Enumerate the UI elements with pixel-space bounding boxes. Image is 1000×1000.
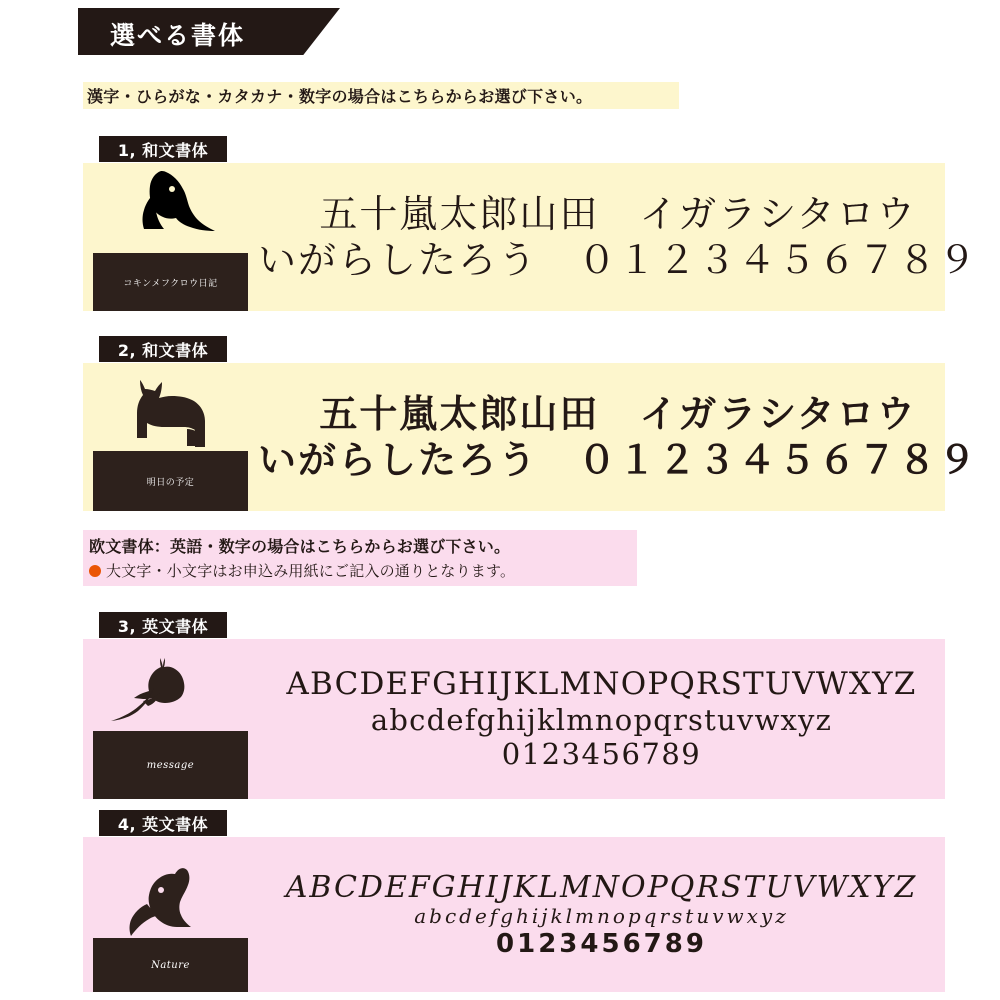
sample-2-plate-block — [93, 451, 248, 511]
sample-4-plate-block — [93, 938, 248, 992]
sample-4-plate — [83, 837, 258, 992]
tab-sample-2-label: 2, 和文書体 — [117, 340, 209, 360]
sample-4-line-2: abcdefghijklmnopqrstuvwxyz — [414, 904, 789, 929]
sample-2-specimen — [258, 363, 978, 511]
sample-4-plate-text: Nature — [151, 959, 190, 971]
english-note-line-2: 大文字・小文字はお申込み用紙にご記入の通りとなります。 — [106, 562, 516, 580]
tab-sample-3 — [97, 610, 229, 640]
japanese-note-text: 漢字・ひらがな・カタカナ・数字の場合はこちらからお選び下さい。 — [87, 87, 593, 106]
sample-1-line-1: 五十嵐太郎山田 イガラシタロウ — [319, 191, 917, 236]
tab-sample-1-label: 1, 和文書体 — [117, 140, 209, 160]
sample-4-line-3: 0123456789 — [496, 928, 707, 959]
tab-sample-1 — [97, 134, 229, 164]
sample-1-specimen — [258, 163, 978, 311]
sample-row-4 — [83, 837, 945, 992]
english-note-line-1: 欧文書体：英語・数字の場合はこちらからお選び下さい。 — [89, 537, 511, 556]
japanese-note-bar — [83, 82, 679, 109]
sample-2-plate — [83, 363, 258, 511]
page-title: 選べる書体 — [110, 21, 246, 50]
cat-on-branch-icon — [77, 657, 258, 729]
english-note-bar — [83, 530, 637, 586]
sample-2-plate-text: 明日の予定 — [146, 477, 195, 488]
sample-row-1 — [83, 163, 979, 311]
sample-3-line-1: ABCDEFGHIJKLMNOPQRSTUVWXYZ — [286, 666, 917, 703]
sample-3-line-2: abcdefghijklmnopqrstuvwxyz — [370, 703, 833, 738]
sample-row-2 — [83, 363, 979, 511]
sample-3-specimen — [258, 639, 945, 799]
english-note-line-2-row — [89, 560, 631, 581]
tab-sample-4-label: 4, 英文書体 — [117, 814, 209, 834]
sample-4-line-1: ABCDEFGHIJKLMNOPQRSTUVWXYZ — [285, 869, 918, 905]
sample-1-plate-text: コキンメフクロウ日記 — [123, 278, 218, 289]
sample-2-line-2: いがらしたろう ０１２３４５６７８９ — [258, 438, 979, 482]
sample-3-line-3: 0123456789 — [501, 737, 702, 772]
page-title-banner — [78, 8, 340, 55]
bullet-dot-icon — [89, 565, 101, 577]
sample-row-3 — [83, 639, 945, 799]
sample-1-plate-block — [93, 253, 248, 311]
sample-3-plate — [83, 639, 258, 799]
owl-icon — [83, 167, 258, 239]
sample-1-plate — [83, 163, 258, 311]
tab-sample-2 — [97, 334, 229, 364]
tab-sample-3-label: 3, 英文書体 — [117, 616, 209, 636]
tab-sample-4 — [97, 808, 229, 838]
french-bulldog-icon — [83, 379, 258, 447]
sample-1-line-2: いがらしたろう ０１２３４５６７８９ — [258, 238, 979, 282]
squirrel-icon — [83, 866, 258, 936]
sample-3-plate-text: message — [146, 759, 195, 771]
sample-3-plate-block — [93, 731, 248, 799]
sample-4-specimen — [258, 837, 945, 992]
sample-2-line-1: 五十嵐太郎山田 イガラシタロウ — [319, 391, 917, 436]
